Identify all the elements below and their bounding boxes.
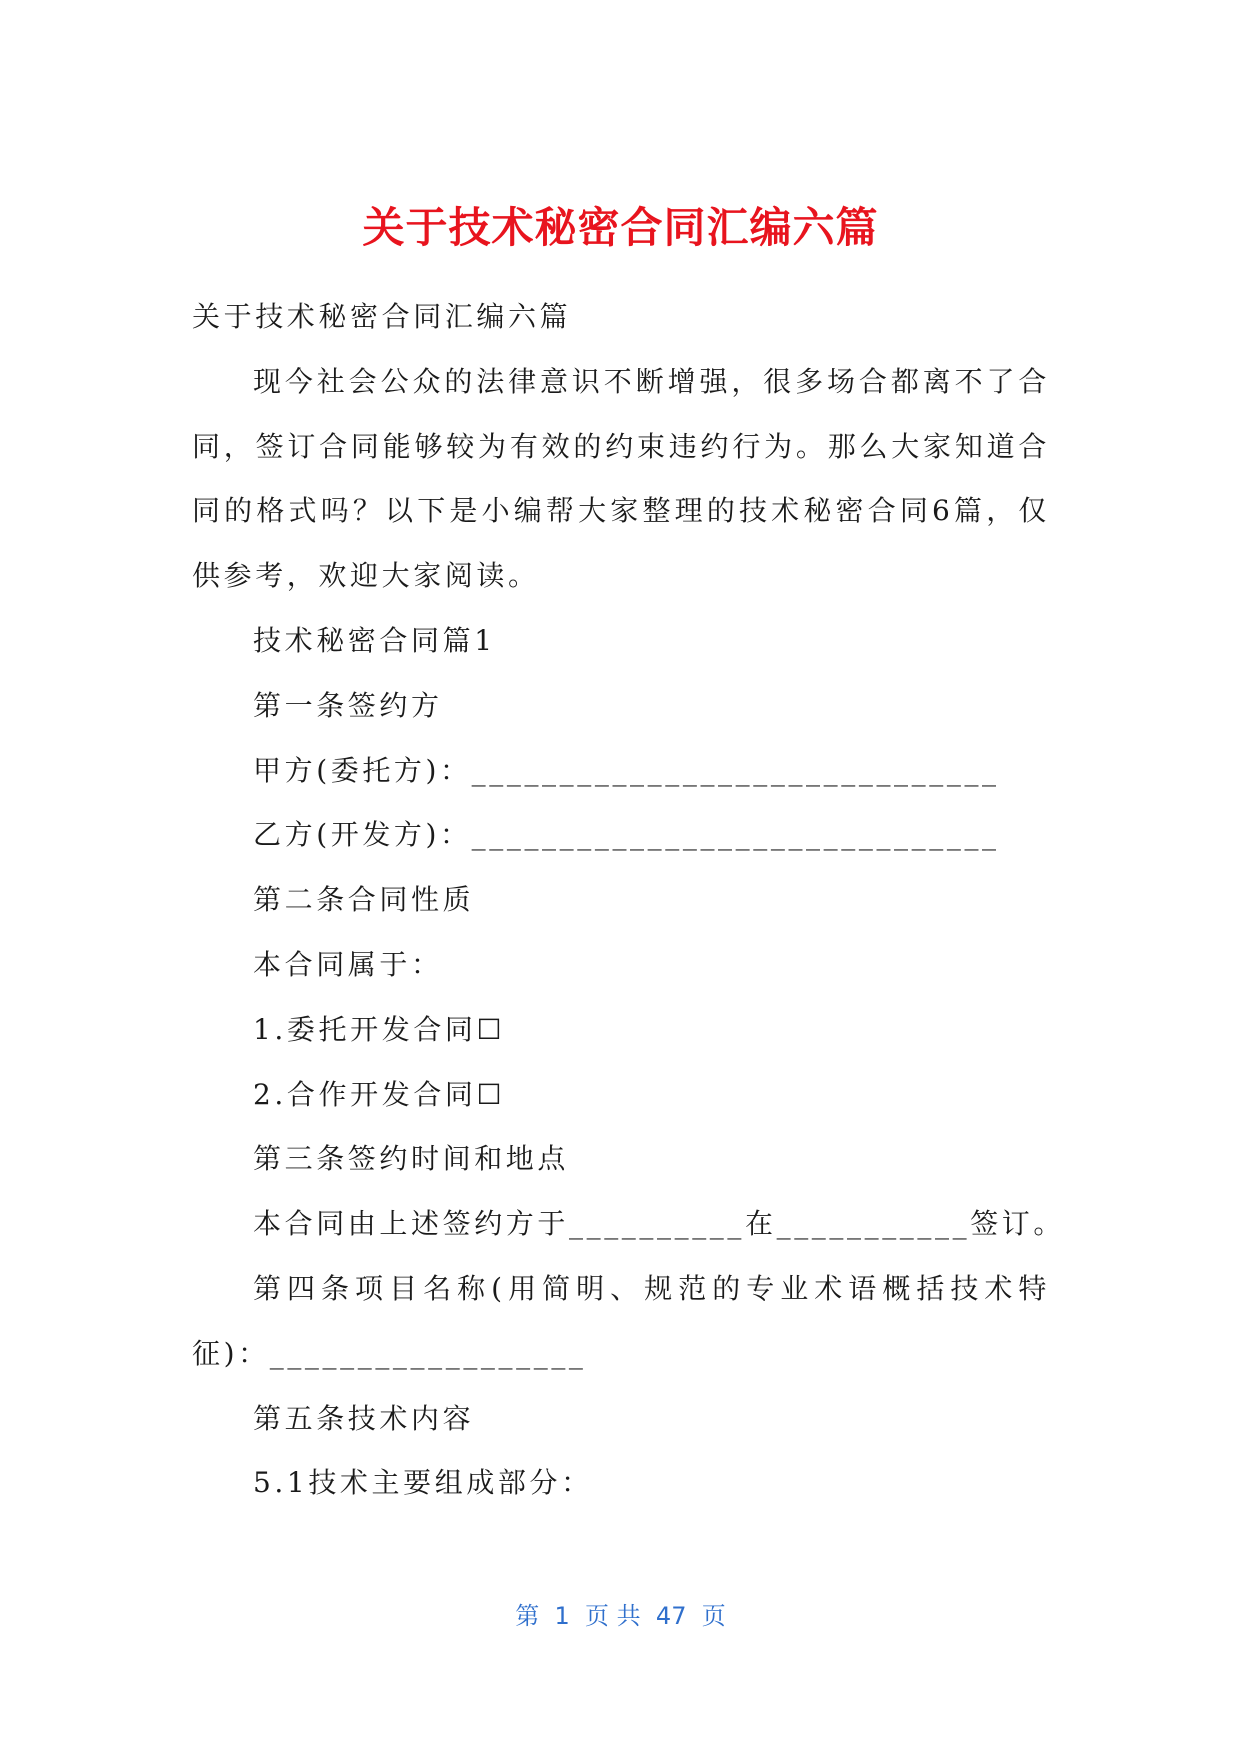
- project-name-clause: 第四条项目名称(用简明、规范的专业术语概括技术特征)：__________________: [192, 1271, 1050, 1370]
- clause-heading: 第五条技术内容: [253, 1401, 475, 1435]
- contract-type-option: 2.合作开发合同☐: [253, 1077, 506, 1111]
- party-a-line: 甲方(委托方)：______________________________: [253, 753, 1000, 787]
- page-number-footer: 第 1 页 共 47 页: [515, 1602, 726, 1630]
- contract-type-label: 本合同属于：: [253, 947, 443, 981]
- section-heading: 技术秘密合同篇1: [253, 623, 496, 657]
- clause-heading: 第三条签约时间和地点: [253, 1142, 570, 1176]
- subclause-line: 5.1技术主要组成部分：: [253, 1466, 593, 1500]
- clause-heading: 第一条签约方: [253, 688, 443, 722]
- document-title: 关于技术秘密合同汇编六篇: [362, 203, 879, 252]
- party-b-line: 乙方(开发方)：______________________________: [253, 818, 1000, 852]
- intro-paragraph: 现今社会公众的法律意识不断增强，很多场合都离不了合同，签订合同能够较为有效的约束违约行为。那么大家知道合同的格式吗？以下是小编帮大家整理的技术秘密合同6篇，仅供参考，欢迎大家阅读。: [192, 364, 1050, 593]
- signing-line: 本合同由上述签约方于__________在___________签订。: [253, 1207, 1066, 1241]
- contract-type-option: 1.委托开发合同☐: [253, 1012, 506, 1046]
- clause-heading: 第二条合同性质: [253, 883, 475, 917]
- document-subtitle: 关于技术秘密合同汇编六篇: [192, 300, 572, 333]
- document-body: [192, 285, 1066, 1516]
